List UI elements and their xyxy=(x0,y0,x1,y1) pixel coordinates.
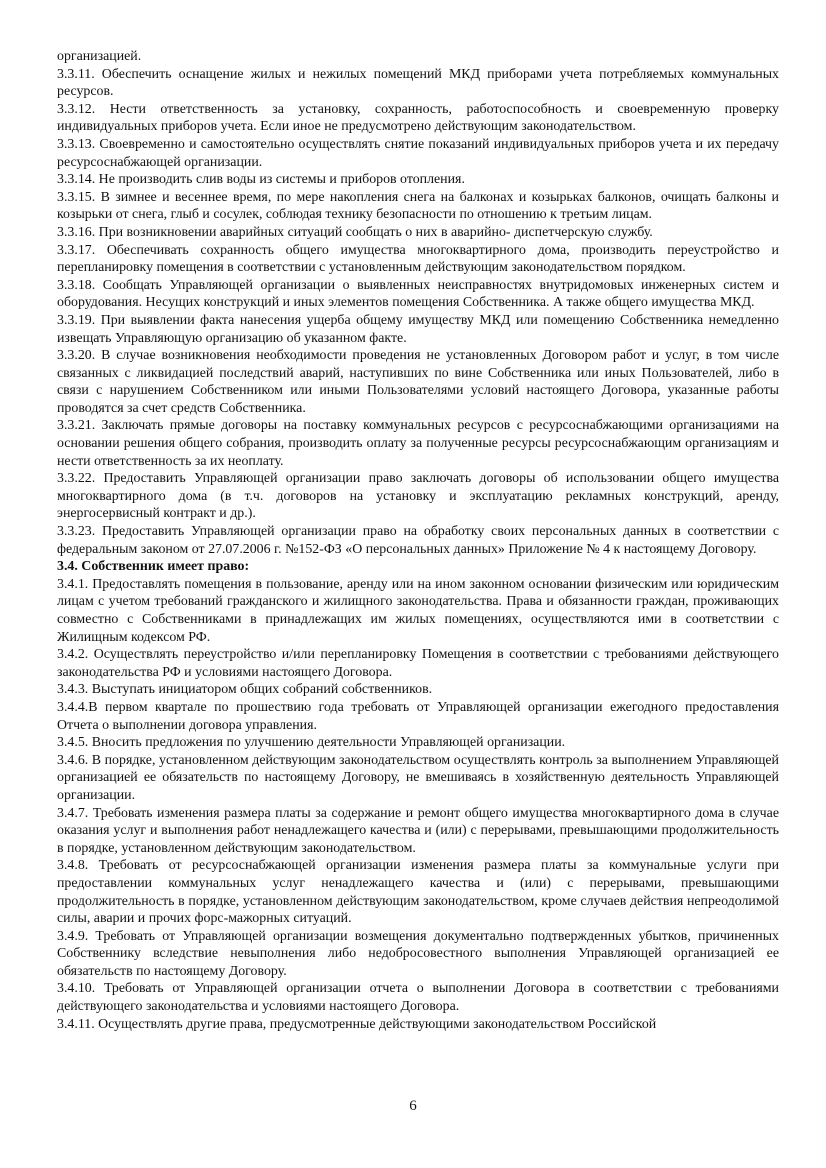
paragraph: 3.4.8. Требовать от ресурсоснабжающей организации изменения размера платы за коммунальные услуги при предоставлении коммунальных услуг ненадлежащего качества и (или) с перерывами, превышающими продолжительность в порядке, установленном действующим законодательством, кроме случаев действия непреодолимой силы, аварии и прочих форс-мажорных ситуаций. xyxy=(57,858,779,927)
paragraph: 3.3.11. Обеспечить оснащение жилых и нежилых помещений МКД приборами учета потребляемых коммунальных ресурсов. xyxy=(57,66,779,100)
paragraph: 3.3.13. Своевременно и самостоятельно осуществлять снятие показаний индивидуальных приборов учета и их передачу ресурсоснабжающей организации. xyxy=(57,136,779,170)
paragraph: 3.3.15. В зимнее и весеннее время, по мере накопления снега на балконах и козырьках балконов, очищать балконы и козырьки от снега, глыб и сосулек, соблюдая технику безопасности по отношению к третьим лицам. xyxy=(57,189,779,223)
paragraph: 3.3.18. Сообщать Управляющей организации о выявленных неисправностях внутридомовых инженерных систем и оборудования. Несущих конструкций и иных элементов помещения Собственника. А также общего имущества МКД. xyxy=(57,277,779,311)
section-heading: 3.4. Собственник имеет право: xyxy=(57,559,250,575)
paragraph: 3.3.21. Заключать прямые договоры на поставку коммунальных ресурсов с ресурсоснабжающими организациями на основании решения общего собрания, производить оплату за полученные ресурсы ресурсоснабжающим организациям и нести ответственность за их неоплату. xyxy=(57,418,779,469)
paragraph: 3.4.2. Осуществлять переустройство и/или перепланировку Помещения в соответствии с требованиями действующего законодательства РФ и условиями настоящего Договора. xyxy=(57,647,779,680)
paragraph: 3.4.4.В первом квартале по прошествию года требовать от Управляющей организации ежегодного предоставления Отчета о выполнении договора управления. xyxy=(57,699,779,733)
paragraph: 3.3.14. Не производить слив воды из системы и приборов отопления. xyxy=(57,172,465,188)
paragraph: 3.4.1. Предоставлять помещения в пользование, аренду или на ином законном основании физическим или юридическим лицам с учетом требований гражданского и жилищного законодательства. Права и обязанности граждан, проживающих совместно с Собственниками в принадлежащих им жилых помещениях, осуществляются ими в соответствии с Жилищным кодексом РФ. xyxy=(57,576,779,645)
paragraph: 3.4.11. Осуществлять другие права, предусмотренные действующими законодательством Российской xyxy=(57,1016,657,1032)
paragraph: 3.3.17. Обеспечивать сохранность общего имущества многоквартирного дома, производить переустройство и перепланировку помещения в соответствии с установленным действующим законодательством порядком. xyxy=(57,242,779,276)
paragraph: 3.3.22. Предоставить Управляющей организации право заключать договоры об использовании общего имущества многоквартирного дома (в т.ч. договоров на установку и эксплуатацию рекламных конструкций, аренду, энергосервисный контракт и др.). xyxy=(57,471,779,522)
page-number: 6 xyxy=(409,1098,417,1114)
paragraph: 3.3.20. В случае возникновения необходимости проведения не установленных Договором работ и услуг, в том числе связанных с ликвидацией последствий аварий, наступивших по вине Собственника или иных Пользователей, либо в связи с нарушением Собственником или иными Пользователями условий настоящего Договора, указанные работы проводятся за счет средств Собственника. xyxy=(57,348,779,416)
paragraph: организацией. xyxy=(57,49,142,64)
paragraph: 3.4.6. В порядке, установленном действующим законодательством осуществлять контроль за выполнением Управляющей организацией ее обязательств по настоящему Договору, не вмешиваясь в хозяйственную деятельность Управляющей организации. xyxy=(57,752,779,803)
paragraph: 3.4.10. Требовать от Управляющей организации отчета о выполнении Договора в соответствии с требованиями действующего законодательства и условиями настоящего Договора. xyxy=(57,981,779,1015)
paragraph: 3.3.19. При выявлении факта нанесения ущерба общему имуществу МКД или помещению Собственника немедленно извещать Управляющую организацию об указанном факте. xyxy=(57,312,779,346)
paragraph: 3.4.9. Требовать от Управляющей организации возмещения документально подтвержденных убытков, причиненных Собственнику вследствие невыполнения либо недобросовестного выполнения Управляющей организацией ее обязательств по настоящему Договору. xyxy=(57,928,779,979)
paragraph: 3.4.3. Выступать инициатором общих собраний собственников. xyxy=(57,682,433,698)
paragraph: 3.3.16. При возникновении аварийных ситуаций сообщать о них в аварийно- диспетчерскую службу. xyxy=(57,224,653,240)
paragraph: 3.4.5. Вносить предложения по улучшению деятельности Управляющей организации. xyxy=(57,735,566,751)
paragraph: 3.3.12. Нести ответственность за установку, сохранность, работоспособность и своевременную проверку индивидуальных приборов учета. Если иное не предусмотрено действующим законодательством. xyxy=(57,101,779,135)
paragraph: 3.4.7. Требовать изменения размера платы за содержание и ремонт общего имущества многоквартирного дома в случае оказания услуг и выполнения работ ненадлежащего качества и (или) с перерывами, превышающими продолжительность в порядке, установленном действующим законодательством. xyxy=(57,805,779,856)
document-page xyxy=(57,48,779,1033)
paragraph: 3.3.23. Предоставить Управляющей организации право на обработку своих персональных данных в соответствии с федеральным законом от 27.07.2006 г. №152-ФЗ «О персональных данных» Приложение № 4 к настоящему Договору. xyxy=(57,524,779,557)
